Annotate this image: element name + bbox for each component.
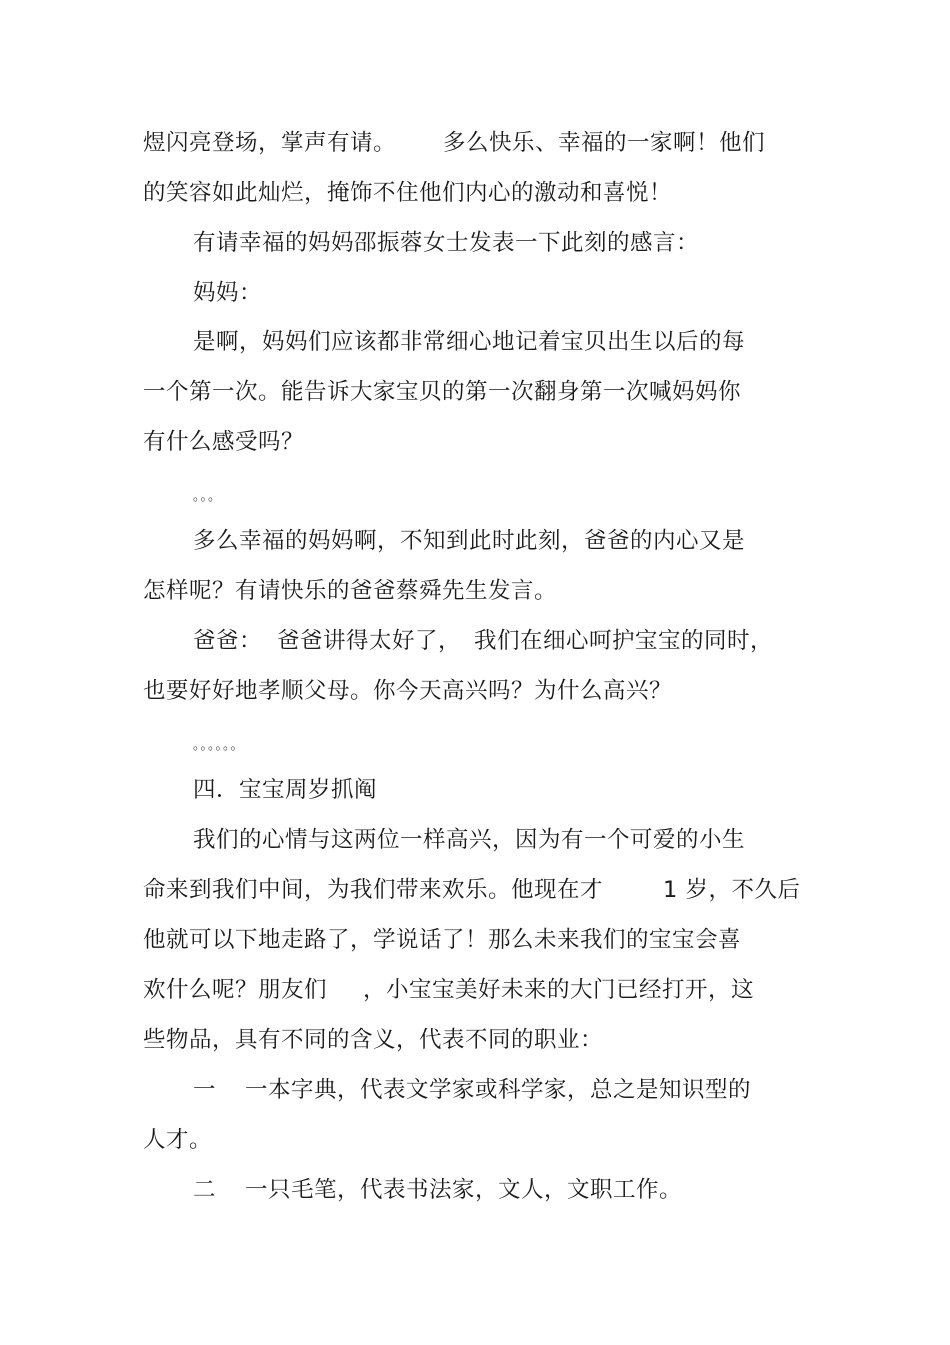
text-line: 有请幸福的妈妈邵振蓉女士发表一下此刻的感言： xyxy=(193,230,700,256)
text-line: 的笑容如此灿烂，掩饰不住他们内心的激动和喜悦！ xyxy=(143,180,673,206)
speaker-label: 爸爸： xyxy=(193,628,263,654)
list-item: 一本字典，代表文学家或科学家，总之是知识型的 xyxy=(245,1077,752,1103)
text-line: 命来到我们中间，为我们带来欢乐。他现在才 xyxy=(143,877,604,903)
list-number: 二 xyxy=(193,1177,217,1203)
text-line: 是啊，妈妈们应该都非常细心地记着宝贝出生以后的每 xyxy=(193,329,746,355)
text-line: 有什么感受吗？ xyxy=(143,429,305,455)
text-line: 多么幸福的妈妈啊，不知到此时此刻，爸爸的内心又是 xyxy=(193,528,746,554)
text-line: ，小宝宝美好未来的大门已经打开，这 xyxy=(363,977,755,1003)
text-line: 煜闪亮登场，掌声有请。 xyxy=(143,130,397,156)
text-line: 我们在细心呵护宝宝的同时， xyxy=(474,628,774,654)
ellipsis-marks: 。。。。。。 xyxy=(193,738,245,753)
text-line: 欢什么呢？朋友们 xyxy=(143,977,328,1003)
text-line: 怎样呢？有请快乐的爸爸蔡舜先生发言。 xyxy=(143,578,558,604)
text-line: 人才。 xyxy=(143,1127,213,1153)
section-heading: 四．宝宝周岁抓阄 xyxy=(193,777,378,803)
text-line: 一个第一次。能告诉大家宝贝的第一次翻身第一次喊妈妈你 xyxy=(143,379,742,405)
text-line: 些物品，具有不同的含义，代表不同的职业： xyxy=(143,1027,604,1053)
text-line: 我们的心情与这两位一样高兴，因为有一个可爱的小生 xyxy=(193,827,746,853)
ellipsis-marks: 。。。 xyxy=(193,489,223,504)
text-line: 他就可以下地走路了，学说话了！那么未来我们的宝宝会喜 xyxy=(143,927,742,953)
list-number: 一 xyxy=(193,1077,217,1103)
text-line: 也要好好地孝顺父母。你今天高兴吗？为什么高兴？ xyxy=(143,678,673,704)
text-line: 爸爸讲得太好了， xyxy=(277,628,462,654)
text-line: 妈妈： xyxy=(193,280,263,306)
text-line: 1 岁，不久后 xyxy=(663,877,801,903)
text-line: 多么快乐、幸福的一家啊！他们 xyxy=(443,130,766,156)
list-item: 一只毛笔，代表书法家，文人，文职工作。 xyxy=(245,1177,683,1203)
